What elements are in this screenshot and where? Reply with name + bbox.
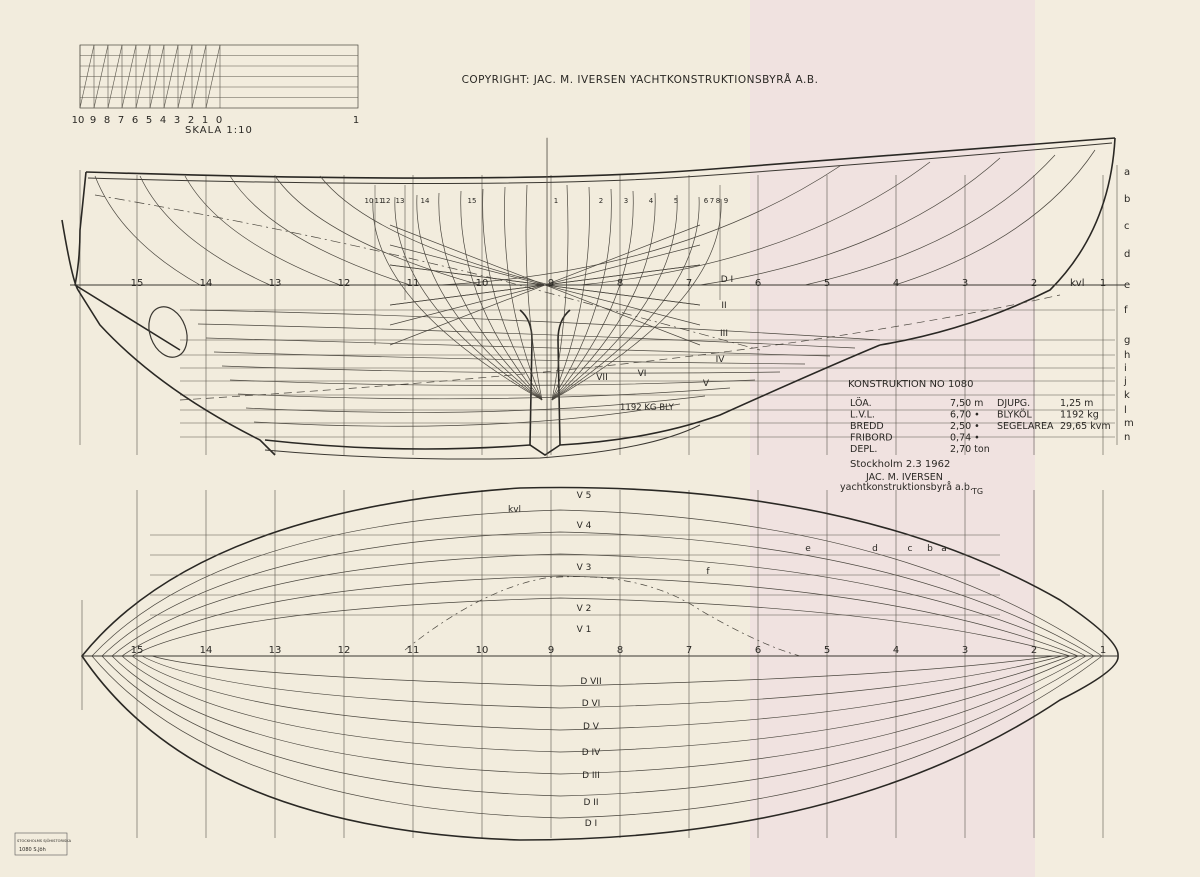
section-number: 1 xyxy=(553,197,559,205)
spec-label-2: BLYKÖL xyxy=(997,409,1032,421)
plan-diagonal-label: D II xyxy=(583,798,599,808)
scale-tick: 1 xyxy=(201,115,209,126)
waterline-letter: n xyxy=(1124,432,1131,443)
profile-station-number: 9 xyxy=(547,278,555,289)
profile-station-number: 6 xyxy=(754,278,762,289)
section-number: 6 xyxy=(703,197,709,205)
scale-tick: 2 xyxy=(187,115,195,126)
plan-waterline-label: c xyxy=(907,544,913,554)
plan-vertical-label: V 3 xyxy=(576,563,592,573)
waterline-letter: i xyxy=(1124,363,1127,374)
profile-diagonal-label: VI xyxy=(637,369,647,379)
plan-station-number: 13 xyxy=(268,645,282,656)
scale-tick: 6 xyxy=(131,115,139,126)
plan-vertical-label: V 1 xyxy=(576,625,592,635)
spec-label: BREDD xyxy=(850,421,884,432)
profile-station-number: 13 xyxy=(268,278,282,289)
section-number: 8 xyxy=(715,197,721,205)
section-number: 2 xyxy=(598,197,604,205)
waterline-letter: e xyxy=(1124,280,1131,291)
profile-station-number: 15 xyxy=(130,278,144,289)
plan-diagonal-label: D VII xyxy=(580,677,602,687)
waterline-letter: l xyxy=(1124,405,1127,416)
plan-vertical-label: V 2 xyxy=(576,604,592,614)
plan-station-number: 8 xyxy=(616,645,624,656)
profile-diagonal-label: IV xyxy=(715,355,725,365)
plan-station-number: 6 xyxy=(754,645,762,656)
scale-tick: 7 xyxy=(117,115,125,126)
plan-waterline-label: a xyxy=(941,544,947,554)
scale-tick: 3 xyxy=(173,115,181,126)
spec-value-2: 1,25 m xyxy=(1060,398,1094,409)
scale-label: SKALA 1:10 xyxy=(185,125,253,136)
plan-station-number: 12 xyxy=(337,645,351,656)
plan-vertical-label: V 4 xyxy=(576,521,592,531)
spec-label: L.V.L. xyxy=(850,409,875,421)
spec-initials: TG xyxy=(972,487,984,496)
copyright-text: COPYRIGHT: JAC. M. IVERSEN YACHTKONSTRUKTIONSBYRÅ A.B. xyxy=(461,74,819,86)
waterline-letter: b xyxy=(1124,194,1131,205)
spec-value: 0,74 • xyxy=(950,432,980,444)
plan-station-number: 3 xyxy=(961,645,969,656)
plan-station-number: 2 xyxy=(1030,645,1038,656)
spec-value: 6,70 • xyxy=(950,409,980,421)
spec-title: KONSTRUKTION NO 1080 xyxy=(848,379,974,390)
profile-station-number: 5 xyxy=(823,278,831,289)
waterline-letter: h xyxy=(1124,350,1131,361)
profile-station-number: 3 xyxy=(961,278,969,289)
spec-office-1: JAC. M. IVERSEN xyxy=(866,472,943,483)
plan-station-number: 14 xyxy=(199,645,213,656)
plan-diagonal-label: D V xyxy=(583,722,599,732)
spec-label: DEPL. xyxy=(850,444,878,455)
spec-label-2: SEGELAREA xyxy=(997,421,1054,432)
profile-station-number: 4 xyxy=(892,278,900,289)
section-number: 12 xyxy=(381,197,391,205)
scale-tick: 4 xyxy=(159,115,167,126)
section-number: 4 xyxy=(648,197,654,205)
profile-diagonal-label: V xyxy=(702,379,710,389)
plan-station-number: 1 xyxy=(1099,645,1107,656)
waterline-letter: j xyxy=(1124,376,1127,387)
profile-station-number: 12 xyxy=(337,278,351,289)
waterline-letter: m xyxy=(1124,418,1134,429)
spec-office-2: yachtkonstruktionsbyrå a.b. xyxy=(840,482,973,493)
spec-value: 2,70 ton xyxy=(950,444,990,455)
plan-station-number: 9 xyxy=(547,645,555,656)
spec-value: 2,50 • xyxy=(950,421,980,432)
plan-diagonal-label: D III xyxy=(582,771,600,781)
section-number: 15 xyxy=(467,197,477,205)
stamp-line-1: STOCKHOLMS SJÖHISTORISKA xyxy=(17,839,72,843)
spec-place-date: Stockholm 2.3 1962 xyxy=(850,459,951,470)
profile-station-number: 2 xyxy=(1030,278,1038,289)
waterline-letter: g xyxy=(1124,335,1131,346)
profile-station-number: 10 xyxy=(475,278,489,289)
plan-diagonal-label: D IV xyxy=(581,748,601,758)
scale-tick: 10 xyxy=(71,115,85,126)
spec-label: LÖA. xyxy=(850,398,872,409)
plan-waterline-label: d xyxy=(872,544,878,554)
spec-value-2: 1192 kg xyxy=(1060,409,1099,421)
scale-tick: 0 xyxy=(215,115,223,126)
plan-vertical-label: V 5 xyxy=(576,491,592,501)
paper-edge xyxy=(1035,0,1200,877)
profile-station-number: 8 xyxy=(616,278,624,289)
waterline-letter: d xyxy=(1124,249,1131,260)
waterline-letter: f xyxy=(1124,305,1128,316)
plan-station-number: 7 xyxy=(685,645,693,656)
plan-station-number: 5 xyxy=(823,645,831,656)
plan-station-number: 11 xyxy=(406,645,420,656)
section-number: 14 xyxy=(420,197,430,205)
spec-label: FRIBORD xyxy=(850,432,893,444)
section-number: 5 xyxy=(673,197,679,205)
plan-waterline-label: f xyxy=(706,567,710,577)
section-number: 11 xyxy=(374,197,384,205)
profile-station-number: 11 xyxy=(406,278,420,289)
profile-station-number: 14 xyxy=(199,278,213,289)
plan-diagonal-label: D VI xyxy=(581,699,601,709)
plan-station-number: 10 xyxy=(475,645,489,656)
profile-station-number: 7 xyxy=(685,278,693,289)
stamp-line-2: 1080 S.Jöh xyxy=(19,847,46,853)
scale-tick: 8 xyxy=(103,115,111,126)
waterline-letter: a xyxy=(1124,167,1131,178)
waterline-letter: k xyxy=(1124,390,1130,401)
plan-waterline-label: b xyxy=(927,544,933,554)
profile-kvl-label: kvl xyxy=(1070,278,1085,289)
profile-diagonal-label: D I xyxy=(720,275,734,285)
profile-diagonal-label: III xyxy=(720,329,728,339)
section-number: 9 xyxy=(723,197,729,205)
profile-diagonal-label: II xyxy=(721,301,727,311)
spec-value: 7,50 m xyxy=(950,398,984,409)
scale-tick: 9 xyxy=(89,115,97,126)
section-number: 3 xyxy=(623,197,629,205)
scale-tick: 5 xyxy=(145,115,153,126)
profile-station-number: 1 xyxy=(1099,278,1107,289)
section-number: 10 xyxy=(364,197,374,205)
plan-station-number: 15 xyxy=(130,645,144,656)
keel-weight-label: 1192 KG BLY xyxy=(620,403,674,413)
spec-value-2: 29,65 kvm xyxy=(1060,421,1111,432)
plan-kvl-label: kvl xyxy=(508,505,522,515)
scale-tick: 1 xyxy=(352,115,360,126)
profile-diagonal-label: VII xyxy=(596,373,608,383)
section-number: 13 xyxy=(395,197,405,205)
section-number: 7 xyxy=(709,197,715,205)
plan-waterline-label: e xyxy=(805,544,811,554)
waterline-letter: c xyxy=(1124,221,1130,232)
spec-label-2: DJUPG. xyxy=(997,398,1031,409)
plan-diagonal-label: D I xyxy=(584,819,598,829)
plan-station-number: 4 xyxy=(892,645,900,656)
